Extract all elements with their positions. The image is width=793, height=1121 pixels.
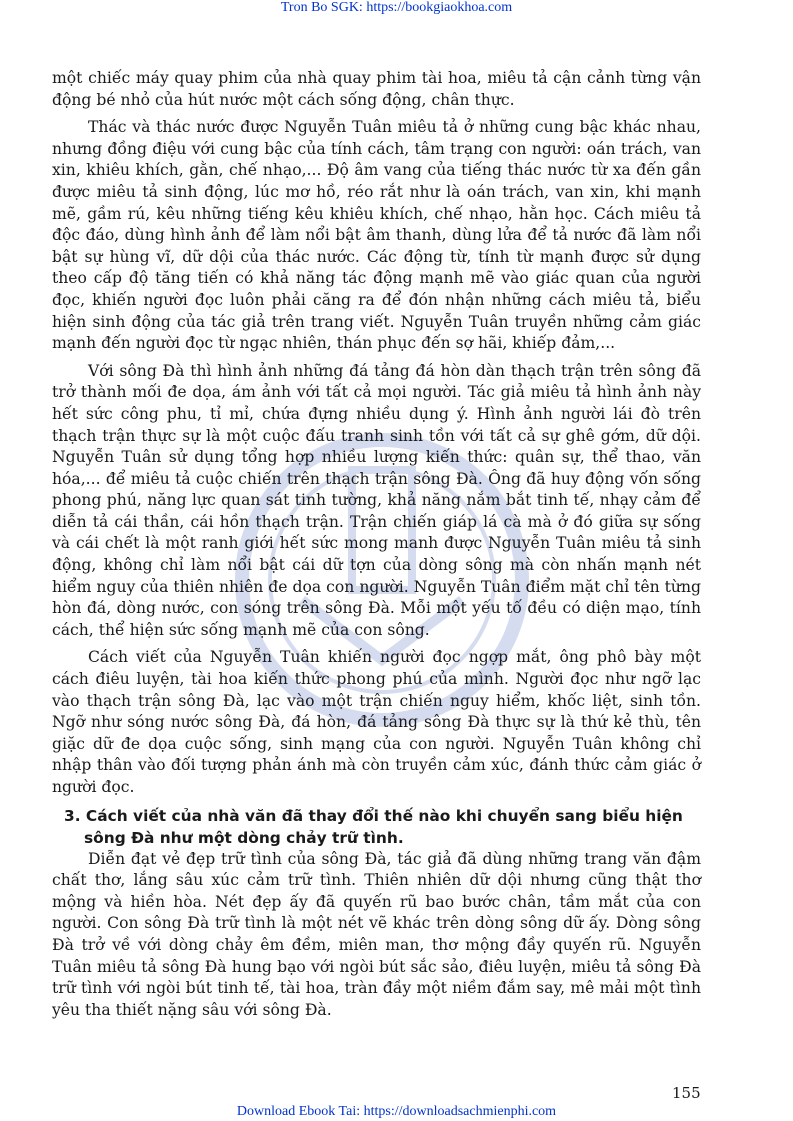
- paragraph-4: Cách viết của Nguyễn Tuân khiến người đọc ngợp mắt, ông phô bày một cách điêu luyện, tài hoa kiến thức phong phú của mình. Người đọc như ngỡ lạc vào thạch trận sông Đà, lạc vào một trận chiến nguy hiểm, khốc liệt, sinh tồn. Ngỡ như sóng nước sông Đà, đá hòn, đá tảng sông Đà thực sự là thứ kẻ thù, tên giặc dữ đe dọa cuộc sống, sinh mạng của con người. Nguyễn Tuân không chỉ nhập thân vào đối tượng phản ánh mà còn truyền cảm xúc, đánh thức cảm giác ở người đọc.: [52, 648, 701, 796]
- header-source-link[interactable]: Tron Bo SGK: https://bookgiaokhoa.com: [280, 0, 513, 15]
- footer-download-link[interactable]: Download Ebook Tai: https://downloadsachmienphi.com: [236, 1104, 557, 1119]
- paragraph-3: Với sông Đà thì hình ảnh những đá tảng đá hòn dàn thạch trận trên sông đã trở thành mối đe dọa, ám ảnh với tất cả mọi người. Tác giả miêu tả hình ảnh này hết sức công phu, tỉ mỉ, chứa đựng nhiều dụng ý. Hình ảnh người lái đò trên thạch trận thực sự là một cuộc đấu tranh sinh tồn với tất cả sự ghê gớm, dữ dội. Nguyễn Tuân sử dụng tổng hợp nhiều lượng kiến thức: quân sự, thể thao, văn hóa,... để miêu tả cuộc chiến trên thạch trận sông Đà. Ông đã huy động vốn sống phong phú, năng lực quan sát tinh tường, khả năng nắm bắt tinh tế, nhạy cảm để diễn tả cái thần, cái hồn thạch trận. Trận chiến giáp lá cà mà ở đó giữa sự sống và cái chết là một ranh giới hết sức mong manh được Nguyễn Tuân miêu tả sinh động, không chỉ làm nổi bật cái dữ tợn của dòng sông mà còn nhấn mạnh nét hiểm nguy của thiên nhiên đe dọa con người. Nguyễn Tuân điểm mặt chỉ tên từng hòn đá, dòng nước, con sóng trên sông Đà. Mỗi một yếu tố đều có diện mạo, tính cách, thể hiện sức sống mạnh mẽ của con sông.: [52, 361, 701, 639]
- page-body: [52, 68, 701, 1021]
- paragraph-2: Thác và thác nước được Nguyễn Tuân miêu tả ở những cung bậc khác nhau, nhưng đồng điệu với cung bậc của tính cách, tâm trạng con người: oán trách, van xin, khiêu khích, gằn, chế nhạo,... Độ âm vang của tiếng thác nước từ xa đến gần được miêu tả sinh động, lúc mơ hồ, réo rắt như là oán trách, van xin, khi mạnh mẽ, gầm rú, kêu những tiếng kêu khiêu khích, chế nhạo, hằn học. Cách miêu tả độc đáo, dùng hình ảnh để làm nổi bật âm thanh, dùng lửa để tả nước đã làm nổi bật sự hùng vĩ, dữ dội của thác nước. Các động từ, tính từ mạnh được sử dụng theo cấp độ tăng tiến có khả năng tác động mạnh mẽ vào giác quan của người đọc, khiến người đọc luôn phải căng ra để đón nhận những cách miêu tả, biểu hiện sinh động của tác giả trên trang viết. Nguyễn Tuân truyền những cảm giác mạnh đến người đọc từ ngạc nhiên, thán phục đến sợ hãi, khiếp đảm,...: [52, 118, 701, 353]
- page-number: 155: [672, 1084, 701, 1102]
- paragraph-1: một chiếc máy quay phim của nhà quay phim tài hoa, miêu tả cận cảnh từng vận động bé nhỏ của hút nước một cách sống động, chân thực.: [52, 69, 701, 109]
- paragraph-5: Diễn đạt vẻ đẹp trữ tình của sông Đà, tác giả đã dùng những trang văn đậm chất thơ, lắng sâu xúc cảm trữ tình. Thiên nhiên dữ dội nhưng cũng thật thơ mộng và hiền hòa. Nét đẹp ấy đã quyến rũ bao bước chân, tầm mắt của con người. Con sông Đà trữ tình là một nét vẽ khác trên dòng sông dữ ấy. Dòng sông Đà trở về với dòng chảy êm đềm, miên man, thơ mộng đầy quyến rũ. Nguyễn Tuân miêu tả sông Đà hung bạo với ngòi bút sắc sảo, điêu luyện, miêu tả sông Đà trữ tình với ngòi bút tinh tế, tài hoa, tràn đầy một niềm đắm say, mê mải một tình yêu tha thiết nặng sâu với sông Đà.: [52, 849, 701, 1019]
- section-heading: 3. Cách viết của nhà văn đã thay đổi thế nào khi chuyển sang biểu hiện sông Đà như một dòng chảy trữ tình.: [64, 806, 683, 847]
